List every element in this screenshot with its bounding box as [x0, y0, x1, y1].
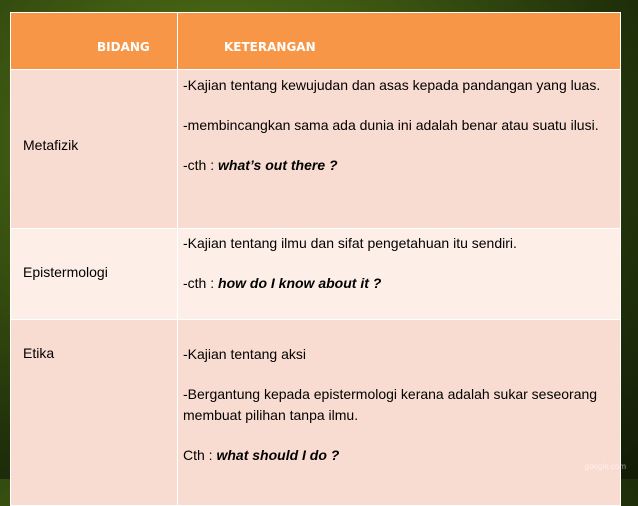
- bidang-cell: Epistermologi: [11, 229, 178, 320]
- example-question: what should I do ?: [216, 447, 340, 463]
- description-text: -membincangkan sama ada dunia ini adalah benar atau suatu ilusi.: [183, 117, 599, 133]
- description-text: -Bergantung kepada epistermologi kerana adalah sukar seseorang membuat pilihan tanpa ilmu.: [183, 386, 598, 423]
- example-line: [183, 273, 614, 294]
- table-row: [11, 320, 621, 506]
- table-row: [11, 70, 621, 229]
- example-line: [183, 155, 614, 176]
- description-text: -Kajian tentang aksi: [183, 346, 306, 362]
- example-prefix: -cth :: [183, 157, 219, 173]
- example-prefix: -cth :: [183, 275, 219, 291]
- table-header-row: [11, 13, 621, 70]
- header-bidang: BIDANG: [11, 13, 178, 70]
- keterangan-cell: [178, 320, 621, 506]
- watermark-text: google.com: [584, 462, 626, 471]
- example-prefix: Cth :: [183, 447, 217, 463]
- description-text: -Kajian tentang kewujudan dan asas kepada pandangan yang luas.: [183, 77, 601, 93]
- bidang-cell: Etika: [11, 320, 178, 506]
- info-table: [10, 12, 621, 506]
- description-text: -Kajian tentang ilmu dan sifat pengetahuan itu sendiri.: [183, 235, 517, 251]
- keterangan-cell: [178, 229, 621, 320]
- keterangan-cell: [178, 70, 621, 229]
- table-row: [11, 229, 621, 320]
- example-question: what’s out there ?: [218, 157, 338, 173]
- example-line: [183, 445, 614, 466]
- header-keterangan: KETERANGAN: [178, 13, 621, 70]
- example-question: how do I know about it ?: [218, 275, 382, 291]
- bidang-cell: Metafizik: [11, 70, 178, 229]
